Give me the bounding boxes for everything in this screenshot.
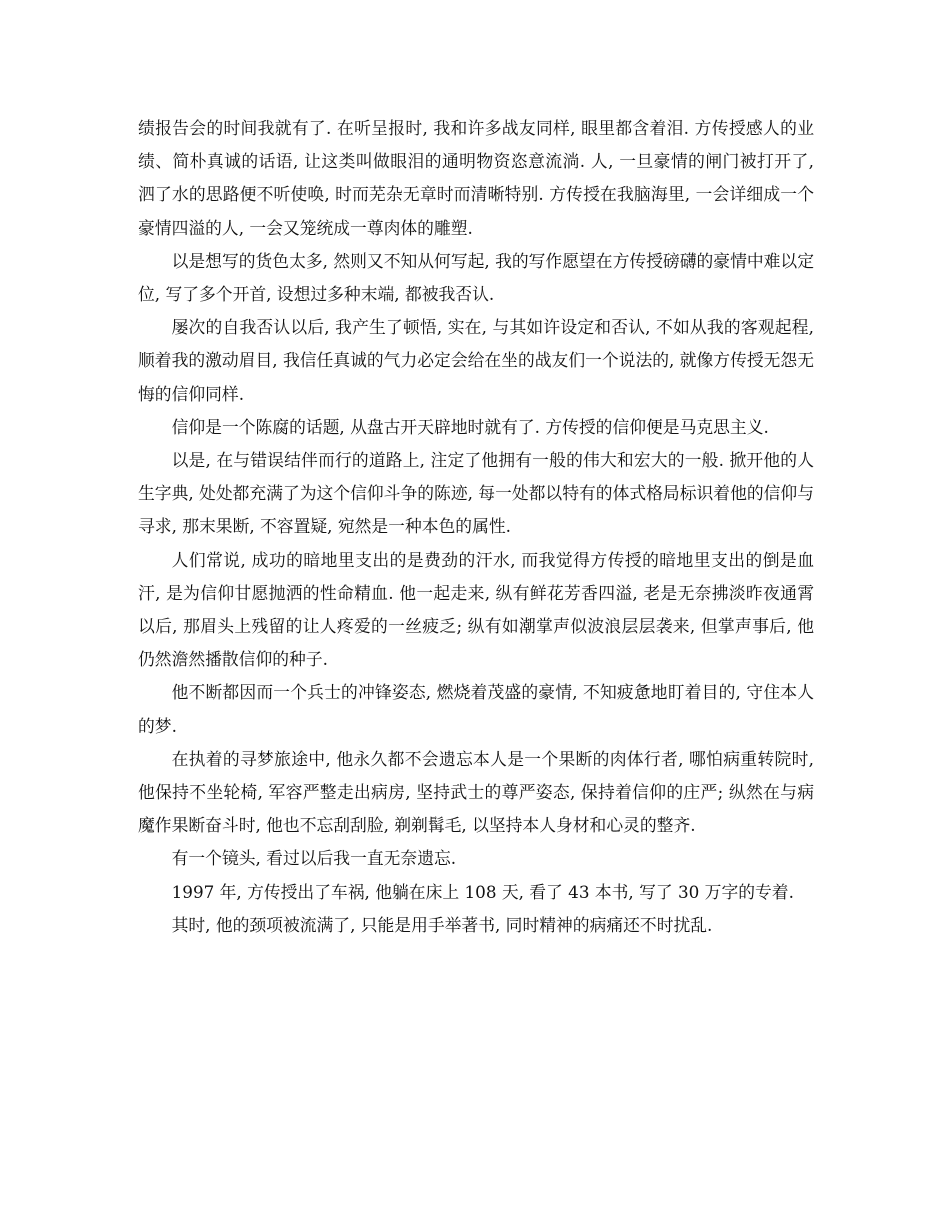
document-body bbox=[138, 112, 814, 942]
paragraph-9: 有一个镜头, 看过以后我一直无奈遗忘. bbox=[171, 848, 457, 869]
paragraph-8: 在执着的寻梦旅途中, 他永久都不会遗忘本人是一个果断的肉体行者, 哪怕病重转院时, 他保持不坐轮椅, 军容严整走出病房, 坚持武士的尊严姿态, 保持着信仰的庄严; 纵然在与病魔作果断奋斗时, 他也不忘刮刮脸, 剃剃髯毛, 以坚持本人身材和心灵的整齐. bbox=[138, 748, 814, 836]
paragraph-11: 其时, 他的颈项被流满了, 只能是用手举著书, 同时精神的病痛还不时扰乱. bbox=[171, 914, 713, 935]
paragraph-7: 他不断都因而一个兵士的冲锋姿态, 燃烧着茂盛的豪情, 不知疲惫地盯着目的, 守住本人的梦. bbox=[138, 682, 814, 736]
paragraph-4: 信仰是一个陈腐的话题, 从盘古开天辟地时就有了. 方传授的信仰便是马克思主义. bbox=[171, 416, 769, 437]
paragraph-10: 1997 年, 方传授出了车祸, 他躺在床上 108 天, 看了 43 本书, 写了 30 万字的专着. bbox=[171, 881, 794, 902]
paragraph-6: 人们常说, 成功的暗地里支出的是费劲的汗水, 而我觉得方传授的暗地里支出的倒是血汗, 是为信仰甘愿抛洒的性命精血. 他一起走来, 纵有鲜花芳香四溢, 老是无奈拂淡昨夜通霄以后, 那眉头上残留的让人疼爱的一丝疲乏; 纵有如潮掌声似波浪层层袭来, 但掌声事后, 他仍然澹然播散信仰的种子. bbox=[138, 549, 814, 670]
paragraph-5: 以是, 在与错误结伴而行的道路上, 注定了他拥有一般的伟大和宏大的一般. 掀开他的人生字典, 处处都充满了为这个信仰斗争的陈迹, 每一处都以特有的体式格局标识着他的信仰与寻求, 那末果断, 不容置疑, 宛然是一种本色的属性. bbox=[138, 450, 814, 537]
paragraph-3: 屡次的自我否认以后, 我产生了顿悟, 实在, 与其如许设定和否认, 不如从我的客观起程, 顺着我的激动眉目, 我信任真诚的气力必定会给在坐的战友们一个说法的, 就像方传授无怨无悔的信仰同样. bbox=[138, 317, 814, 404]
paragraph-1: 绩报告会的时间我就有了. 在听呈报时, 我和许多战友同样, 眼里都含着泪. 方传授感人的业绩、简朴真诚的话语, 让这类叫做眼泪的通明物资恣意流淌. 人, 一旦豪情的闸门被打开了, 泗了水的思路便不听使唤, 时而芜杂无章时而清晰特别. 方传授在我脑海里, 一会详细成一个豪情四溢的人, 一会又笼统成一尊肉体的雕塑. bbox=[138, 118, 814, 238]
paragraph-2: 以是想写的货色太多, 然则又不知从何写起, 我的写作愿望在方传授磅礴的豪情中难以定位, 写了多个开首, 设想过多种末端, 都被我否认. bbox=[138, 250, 814, 305]
